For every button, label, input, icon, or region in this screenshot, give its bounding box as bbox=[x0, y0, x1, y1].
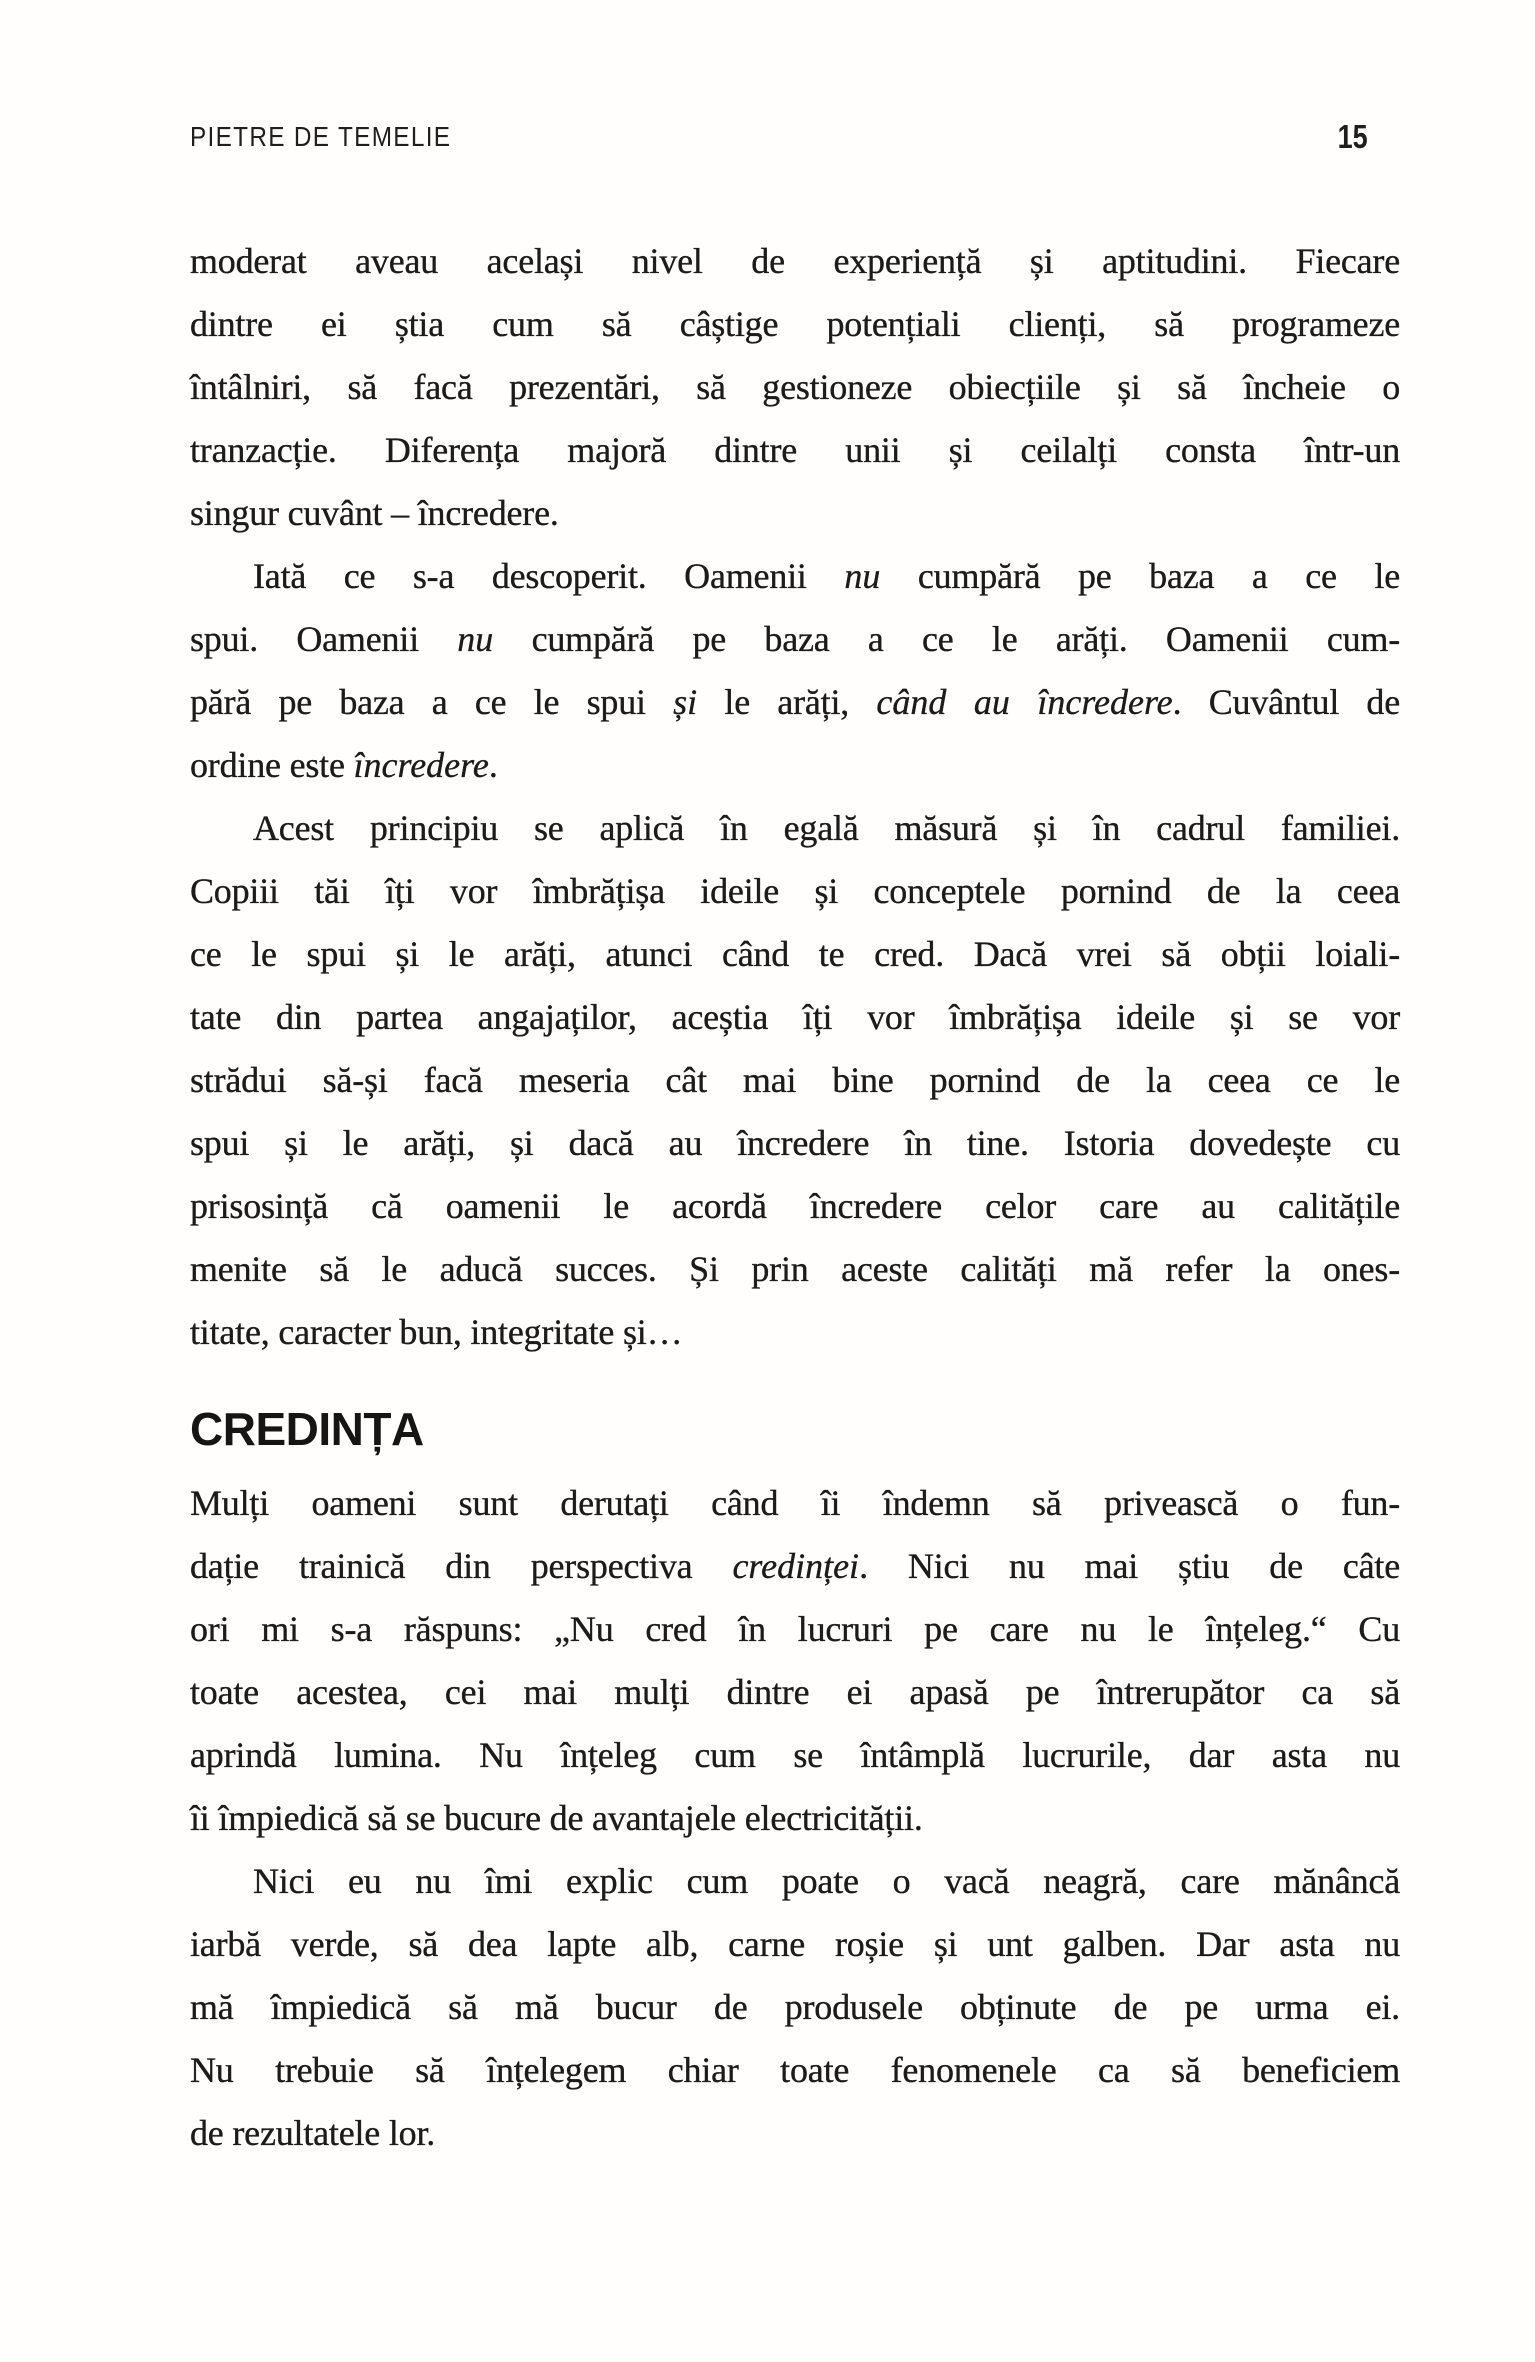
text-line: Iată ce s-a descoperit. Oamenii nu cumpără pe baza a ce le bbox=[253, 556, 1400, 596]
text-line: dație trainică din perspectiva credinței. Nici nu mai știu de câte bbox=[190, 1546, 1400, 1586]
text-line: strădui să-și facă meseria cât mai bine pornind de la ceea ce le bbox=[190, 1060, 1400, 1100]
text-line: de rezultatele lor. bbox=[190, 2113, 436, 2153]
text-line: Copiii tăi îți vor îmbrățișa ideile și conceptele pornind de la ceea bbox=[190, 871, 1400, 911]
text-line: toate acestea, cei mai mulți dintre ei apasă pe întrerupător ca să bbox=[190, 1672, 1400, 1712]
page-header bbox=[190, 118, 1400, 155]
text-line: prisosință că oamenii le acordă încredere celor care au calitățile bbox=[190, 1186, 1400, 1226]
text-line: iarbă verde, să dea lapte alb, carne roșie și unt galben. Dar asta nu bbox=[190, 1924, 1400, 1964]
text-line: întâlniri, să facă prezentări, să gestioneze obiecțiile și să încheie o bbox=[190, 367, 1400, 407]
text-line: titate, caracter bun, integritate și… bbox=[190, 1312, 683, 1352]
text-line: îi împiedică să se bucure de avantajele electricității. bbox=[190, 1798, 923, 1838]
running-title: PIETRE DE TEMELIE bbox=[190, 121, 452, 152]
text-line: ori mi s-a răspuns: „Nu cred în lucruri pe care nu le înțeleg.“ Cu bbox=[190, 1609, 1400, 1649]
text-line: pără pe baza a ce le spui și le arăți, când au încredere. Cuvântul de bbox=[190, 682, 1401, 722]
text-line: Mulți oameni sunt derutați când îi îndemn să privească o fun- bbox=[190, 1483, 1400, 1523]
text-line: tate din partea angajaților, aceștia îți vor îmbrățișa ideile și se vor bbox=[190, 997, 1400, 1037]
text-line: moderat aveau același nivel de experiență și aptitudini. Fiecare bbox=[190, 241, 1400, 281]
text-line: spui. Oamenii nu cumpără pe baza a ce le arăți. Oamenii cum- bbox=[190, 619, 1400, 659]
text-line: mă împiedică să mă bucur de produsele obținute de pe urma ei. bbox=[190, 1987, 1400, 2027]
section-heading: CREDINȚA bbox=[190, 1403, 424, 1455]
text-line: ordine este încredere. bbox=[190, 745, 498, 785]
text-line: Nici eu nu îmi explic cum poate o vacă neagră, care mănâncă bbox=[253, 1861, 1400, 1901]
text-line: dintre ei știa cum să câștige potențiali clienți, să programeze bbox=[190, 304, 1400, 344]
text-line: singur cuvânt – încredere. bbox=[190, 493, 559, 533]
text-line: ce le spui și le arăți, atunci când te cred. Dacă vrei să obții loiali- bbox=[190, 934, 1400, 974]
text-line: aprindă lumina. Nu înțeleg cum se întâmplă lucrurile, dar asta nu bbox=[190, 1735, 1400, 1775]
text-line: tranzacție. Diferența majoră dintre unii și ceilalți consta într-un bbox=[190, 430, 1400, 470]
text-line: menite să le aducă succes. Și prin aceste calități mă refer la ones- bbox=[190, 1249, 1400, 1289]
text-line: Acest principiu se aplică în egală măsură și în cadrul familiei. bbox=[253, 808, 1400, 848]
body-text bbox=[190, 230, 1400, 2165]
text-line: Nu trebuie să înțelegem chiar toate fenomenele ca să beneficiem bbox=[190, 2050, 1400, 2090]
text-line: spui și le arăți, și dacă au încredere în tine. Istoria dovedește cu bbox=[190, 1123, 1400, 1163]
page-number: 15 bbox=[1337, 118, 1368, 155]
